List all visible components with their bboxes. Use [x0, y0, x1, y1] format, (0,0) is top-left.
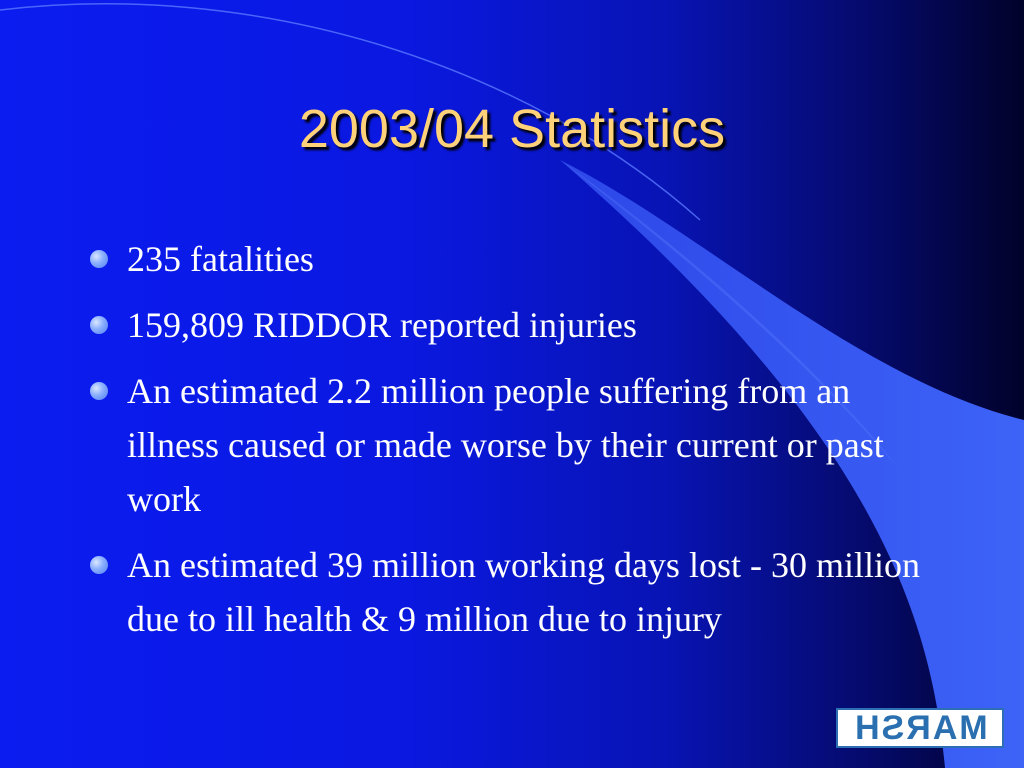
bullet-text: An estimated 2.2 million people suffering from an illness caused or made worse by their current or past work: [127, 371, 884, 519]
bullet-dot-icon: [90, 556, 108, 574]
bullet-item: [90, 298, 940, 352]
marsh-logo: [836, 708, 1004, 748]
bullet-text: 235 fatalities: [127, 239, 314, 279]
bullet-dot-icon: [90, 316, 108, 334]
bullet-dot-icon: [90, 250, 108, 268]
bullet-item: [90, 538, 940, 646]
logo-text: MARSH: [852, 709, 988, 747]
bullet-text: 159,809 RIDDOR reported injuries: [127, 305, 637, 345]
bullet-text: An estimated 39 million working days lost - 30 million due to ill health & 9 million due to injury: [127, 545, 920, 639]
bullet-dot-icon: [90, 382, 108, 400]
slide-title: 2003/04 Statistics: [298, 99, 726, 159]
bullet-item: [90, 232, 940, 286]
bullet-item: [90, 364, 940, 526]
bullet-list: [90, 232, 940, 658]
